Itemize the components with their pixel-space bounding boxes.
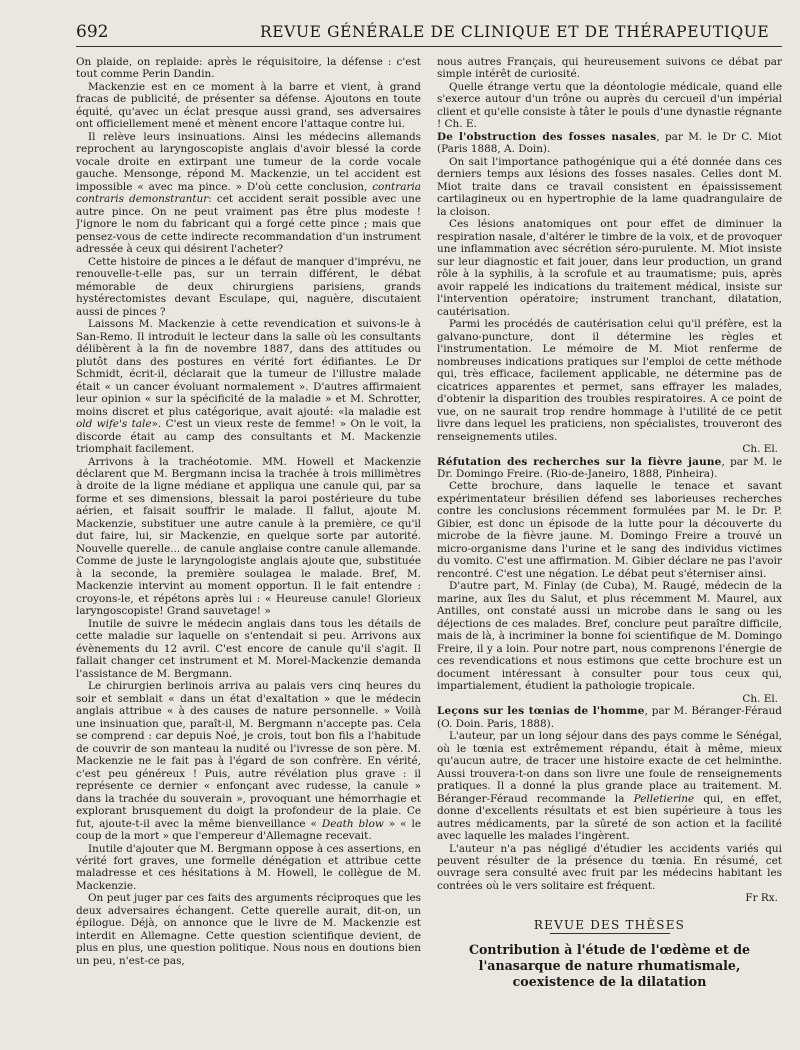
paragraph: On plaide, on replaide: après le réquisitoire, la défense : c'est tout comme Perin Dandin. <box>76 56 421 81</box>
two-column-body <box>76 56 782 990</box>
italic-run: Death blow <box>321 817 384 830</box>
paragraph <box>437 81 782 131</box>
header-rule <box>76 46 782 47</box>
theses-heading-rule <box>550 933 670 934</box>
review-heading <box>437 131 782 156</box>
italic-run: contraria contraris demonstrantur <box>76 180 421 206</box>
paragraph: D'autre part, M. Finlay (de Cuba), M. Raugé, médecin de la marine, aux îles du Salut, et plus récemment M. Maurel, aux Antilles, ont constaté aussi un microbe dans le sang ou les déjections de ces malades. Bref, conclure peut paraître difficile, mais de là, à incriminer la bonne foi scientifique de M. Domingo Freire, il y a loin. Pour notre part, nous comprenons l'énergie de ces revendications et nous estimons que cette brochure est un document intéressant à consulter pour tous ceux qui, impartialement, étudient la pathologie tropicale. <box>437 580 782 693</box>
right-column <box>437 56 782 990</box>
text-run: Il relève leurs insinuations. Ainsi les médecins allemands reprochent au laryngoscopiste anglais d'avoir blessé la corde vocale droite en extirpant une tumeur de la corde vocale gauche. Mensonge, répond M. Mackenzie, un tel accident est impossible « avec ma pince. » D'où cette conclusion, <box>76 130 421 193</box>
review-heading <box>437 705 782 730</box>
running-header <box>28 16 786 56</box>
text-run: qui, en effet, donne d'excellents résultats et est bien supérieure à tous les autres médicaments, par la sûreté de son action et la facilité avec laquelle les malades l'ingèrent. <box>437 792 782 843</box>
thesis-title: Contribution à l'étude de l'œdème et de l'anasarque de nature rhumatismale, coexistence de la dilatation <box>468 942 751 990</box>
review-heading <box>437 456 782 481</box>
paragraph: Inutile de suivre le médecin anglais dans tous les détails de cette maladie sur laquelle on s'entendait si peu. Arrivons aux évènements du 12 avril. C'est encore de canule qu'il s'agit. Il fallait changer cet instrument et M. Morel-Mackenzie demanda l'assistance de M. Bergmann. <box>76 617 421 680</box>
theses-section-heading <box>437 919 782 934</box>
paragraph <box>437 730 782 842</box>
review-byline: , par M. Béranger-Féraud (O. Doin. Paris, 1888). <box>437 705 782 730</box>
signature: Ch. El. <box>742 443 778 456</box>
review-title: Réfutation des recherches sur la fièvre jaune <box>437 455 722 468</box>
paragraph: Mackenzie est en ce moment à la barre et vient, à grand fracas de publicité, de présenter sa défense. Ajoutons en toute équité, qu'avec un éclat presque aussi grand, ses adversaires ont officiellement mené et mènent encore l'attaque contre lui. <box>76 80 421 131</box>
paragraph: nous autres Français, qui heureusement suivons ce débat par simple intérêt de curiosité. <box>437 56 782 81</box>
signature: Ch. El. <box>742 692 778 705</box>
italic-run: Pelletierine <box>633 792 695 805</box>
left-column <box>76 56 421 990</box>
paragraph: Arrivons à la trachéotomie. MM. Howell et Mackenzie déclarent que M. Bergmann incisa la trachée à trois millimètres à droite de la ligne médiane et appliqua une canule qui, par sa forme et ses dimensions, blessait la paroi postérieure du tube aérien, et faisait souffrir le malade. Il fallut, ajoute M. Mackenzie, substituer une autre canule à la première, ce qu'il dut faire, lui, sir Mackenzie, en quelque sorte par autorité. Nouvelle querelle... de canule anglaise contre canule allemande. Comme de juste le laryngologiste anglais ajoute que, substituée à la seconde, la première soulagea le malade. Bref, M. Mackenzie intervint au moment opportun. Il le fait entendre : croyons-le, et répétons après lui : « Heureuse canule! Glorieux laryngoscopiste! Grand sauvetage! » <box>76 455 421 618</box>
text-run: » « le coup de la mort » que l'empereur d'Allemagne recevait. <box>76 817 421 843</box>
review-title: Leçons sur les tœnias de l'homme <box>437 705 645 718</box>
theses-heading-text: REVUE DES THÈSES <box>533 917 686 932</box>
paragraph: Inutile d'ajouter que M. Bergmann oppose à ces assertions, en vérité fort graves, une formelle dénégation et attribue cette maladresse et ces hésitations à M. Howell, le collègue de M. Mackenzie. <box>76 842 421 892</box>
paragraph: L'auteur n'a pas négligé d'étudier les accidents variés qui peuvent résulter de la présence du tœnia. En résumé, cet ouvrage sera consulté avec fruit par les médecins habitant les contrées où le vers solitaire est fréquent. <box>437 842 782 892</box>
text-run: : cet accident serait possible avec une autre pince. On ne peut vraiment pas être plus modeste ! J'ignore le nom du fabricant qui a forgé cette pince ; mais que pensez-vous de cette indirecte recommandation d'un instrument adressée à ceux qui désirent l'acheter? <box>76 193 421 256</box>
text-run: Quelle étrange vertu que la déontologie médicale, quand elle s'exerce autour d'un trône ou auprès du cercueil d'un impérial client et qu'elle consiste à tâter le pouls d'une dynastie régnante ! <box>437 80 782 131</box>
paragraph: On sait l'importance pathogénique qui a été donnée dans ces derniers temps aux lésions des fosses nasales. Celles dont M. Miot traite dans ce travail consistent en épaississement cartilagineux ou en hypertrophie de la lame quadrangulaire de la cloison. <box>437 155 782 218</box>
review-byline: , par M. le Dr. Domingo Freire. (Rio-de-Janeiro, 1888, Pinheira). <box>437 455 782 480</box>
paragraph: Parmi les procédés de cautérisation celui qu'il préfère, est la galvano-puncture, dont il détermine les règles et l'instrumentation. Le mémoire de M. Miot renferme de nombreuses indications pratiques sur l'emploi de cette méthode qui, très efficace, facilement applicable, ne détermine pas de cicatrices apparentes et permet, sans effrayer les malades, d'obtenir la disparition des troubles respiratoires. A ce point de vue, on ne saurait trop rendre hommage à l'utilité de ce petit livre dans lequel les praticiens, non spécialistes, trouveront des renseignements utiles. <box>437 318 782 443</box>
signature: Fr Rx. <box>745 892 778 905</box>
running-title: REVUE GÉNÉRALE DE CLINIQUE ET DE THÉRAPEUTIQUE <box>260 23 770 41</box>
page-number: 692 <box>76 22 109 42</box>
italic-run: old wife's tale <box>76 418 152 431</box>
paragraph: Cette histoire de pinces a le défaut de manquer d'imprévu, ne renouvelle-t-elle pas, sur un terrain différent, le débat mémorable de deux chirurgiens parisiens, grands hystérectomistes devant Esculape, qui, naguère, discutaient aussi de pinces ? <box>76 255 421 318</box>
paragraph <box>76 131 421 256</box>
paragraph: Cette brochure, dans laquelle le tenace et savant expérimentateur brésilien défend ses laborieuses recherches contre les conclusions récemment formulées par M. le Dr. P. Gibier, est donc un épisode de la lutte pour la découverte du microbe de la fièvre jaune. M. Domingo Freire a trouvé un micro-organisme dans l'urine et le sang des individus victimes du vomito. C'est une affirmation. M. Gibier déclare ne pas l'avoir rencontré. C'est une négation. Le débat peut s'éterniser ainsi. <box>437 480 782 580</box>
paragraph <box>76 680 421 842</box>
text-run: Laissons M. Mackenzie à cette revendication et suivons-le à San-Remo. Il introduit le lecteur dans la salle où les consultants délibèrent à la fin de novembre 1887, dans des attitudes ou plutôt dans des postures en vérité fort édifiantes. Le Dr Schmidt, écrit-il, déclarait que la tumeur de l'illustre malade était « un cancer évoluant normalement ». D'autres affirmaient leur opinion « sur la spécificité de la maladie » et M. Schrotter, moins discret et plus catégorique, avait ajouté: «la maladie est <box>76 318 421 418</box>
text-run: Le chirurgien berlinois arriva au palais vers cinq heures du soir et semblait « dans un état d'exaltation » que le médecin anglais attribue « à des causes de nature personnelle. » Voilà une insinuation que, paraît-il, M. Bergmann n'accepte pas. Cela se comprend : car depuis Noé, je crois, tout bon fils a l'habitude de couvrir de son manteau la nudité ou l'ivresse de son père. M. Mackenzie ne le fait pas à l'égard de son confrère. En vérité, c'est peu généreux ! Puis, autre révélation plus grave : il représente ce dernier « enfonçant avec rudesse, la canule » dans la trachée du souverain », provoquant une hémorrhagie et explorant brusquement du doigt la profondeur de la plaie. Ce fut, ajoute-t-il avec la même bienveillance « <box>76 680 421 830</box>
text-run: ». C'est un vieux reste de femme! » On le voit, la discorde était au camp des consultants et M. Mackenzie triomphait facilement. <box>76 418 421 456</box>
paragraph: On peut juger par ces faits des arguments réciproques que les deux adversaires échangent. Cette querelle aurait, dit-on, un épilogue. Déjà, on annonce que le livre de M. Mackenzie est interdit en Allemagne. Cette question scientifique devient, de plus en plus, une question politique. Nous nous en doutions bien un peu, n'est-ce pas, <box>76 892 421 967</box>
text-run: L'auteur, par un long séjour dans des pays comme le Sénégal, où le tœnia est extrêmement répandu, était à même, mieux qu'aucun autre, de tracer une histoire exacte de cet helminthe. Aussi trouvera-t-on dans son livre une foule de renseignements pratiques. Il a donné la plus grande place au traitement. M. Béranger-Féraud recommande la <box>437 730 782 805</box>
paragraph: Ces lésions anatomiques ont pour effet de diminuer la respiration nasale, d'altérer le timbre de la voix, et de provoquer une inflammation avec sécrétion séro-purulente. M. Miot insiste sur leur diagnostic et fait jouer, dans leur production, un grand rôle à la syphilis, à la scrofule et au traumatisme; puis, après avoir rappelé les indications du traitement médical, insiste sur l'intervention opératoire; instrument tranchant, dilatation, cautérisation. <box>437 218 782 318</box>
signature: Ch. E. <box>444 118 477 131</box>
paragraph <box>76 318 421 455</box>
review-title: De l'obstruction des fosses nasales <box>437 130 657 143</box>
review-byline: , par M. le Dr C. Miot (Paris 1888, A. Doin). <box>437 130 782 156</box>
